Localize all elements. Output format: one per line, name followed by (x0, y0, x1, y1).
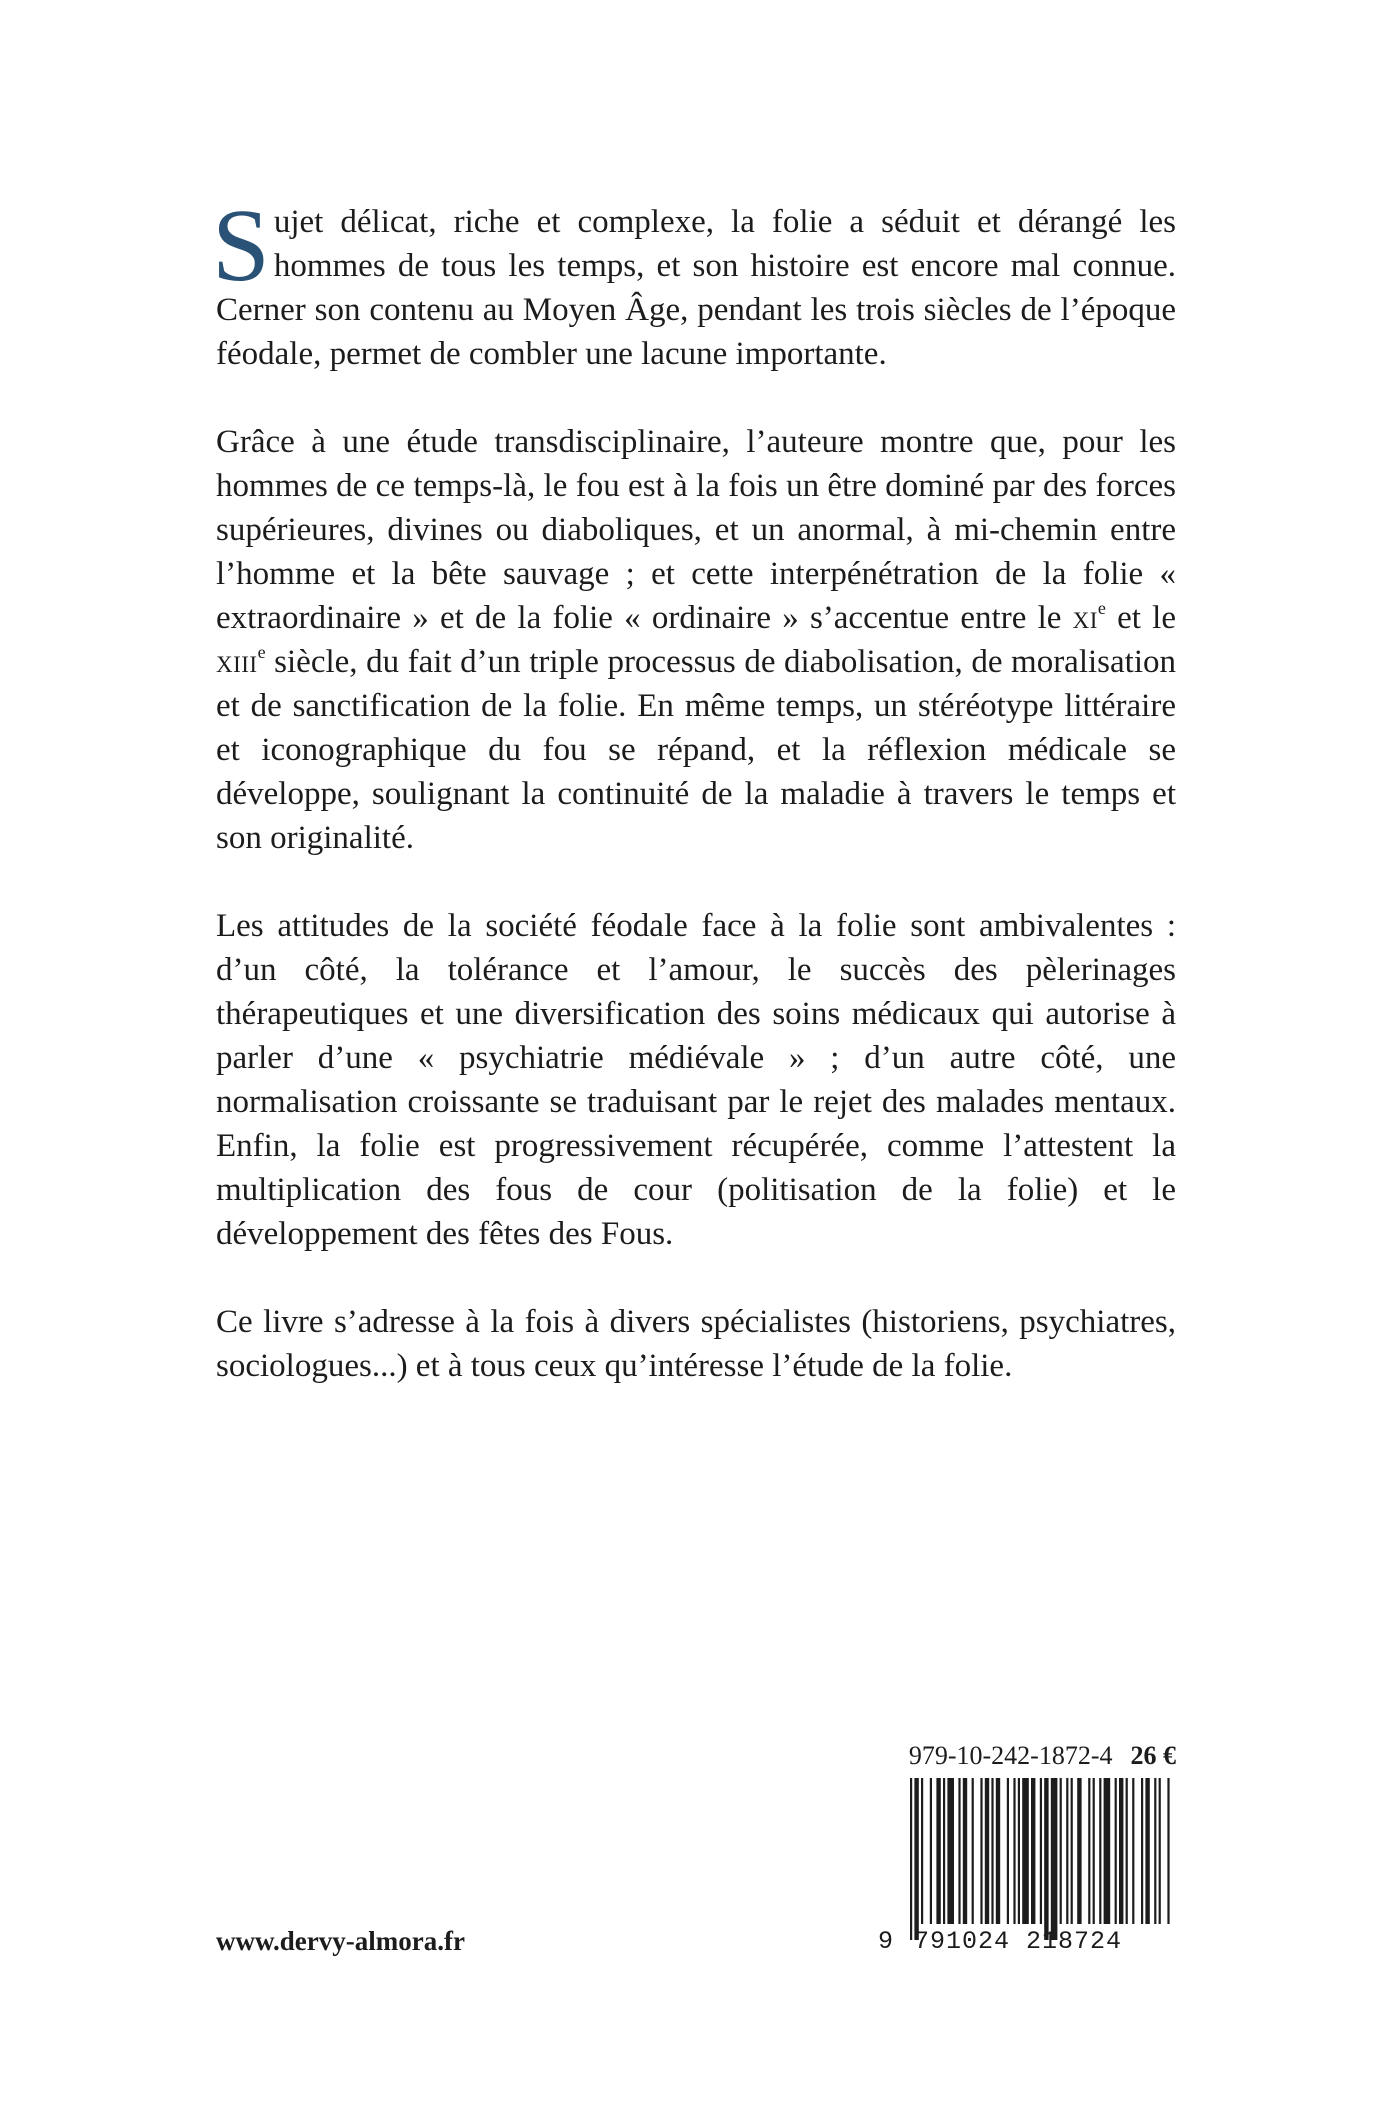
barcode-bar (1040, 1778, 1042, 1924)
paragraph-2-text-a: Grâce à une étude transdisciplinaire, l’auteure montre que, pour les hommes de ce temps-là, le fou est à la fois un être dominé par des forces supérieures, divines ou diaboliques, et un anormal, à mi-chemin entre l’homme et la bête sauvage ; et cette interpénétration de la folie « extraordinaire » et de la folie « ordinaire » s’accentue entre le (216, 424, 1176, 636)
century-xi-suffix: e (1097, 598, 1106, 618)
paragraph-1-text: ujet délicat, riche et complexe, la folie a séduit et dérangé les hommes de tous les temps, et son histoire est encore mal connue. Cerner son contenu au Moyen Âge, pendant les trois siècles de l’époque féodale, permet de combler une lacune importante. (216, 204, 1176, 372)
barcode-bar (1115, 1778, 1117, 1924)
barcode-bar (1167, 1778, 1169, 1924)
barcode-bar (1013, 1778, 1015, 1924)
barcode-lead-digit: 9 (878, 1927, 895, 1956)
barcode-bar (1141, 1778, 1143, 1924)
barcode-bar (1099, 1778, 1101, 1924)
publisher-website: www.dervy-almora.fr (216, 1926, 465, 1956)
barcode-bar (1051, 1778, 1058, 1940)
barcode-bar (1154, 1778, 1156, 1924)
barcode-bar (947, 1778, 954, 1924)
paragraph-2 (216, 420, 1176, 860)
barcode-bar (991, 1778, 993, 1924)
paragraph-2-text-b: siècle, du fait d’un triple processus de diabolisation, de moralisation et de sanctification de la folie. En même temps, un stéréotype littéraire et iconographique du fou se répand, et la réflexion médicale se développe, soulignant la continuité de la maladie à travers le temps et son originalité. (216, 644, 1176, 856)
barcode-bar (930, 1778, 932, 1924)
barcode-bar (963, 1778, 967, 1924)
barcode-bar (1060, 1778, 1062, 1924)
barcode-bar (1018, 1778, 1020, 1924)
barcode-bar (996, 1778, 1000, 1924)
paragraph-4: Ce livre s’adresse à la fois à divers spécialistes (historiens, psychiatres, sociologues...) et à tous ceux qu’intéresse l’étude de la folie. (216, 1304, 1176, 1384)
barcode-bar (910, 1778, 912, 1940)
barcode-bar (936, 1778, 940, 1924)
barcode-bar (914, 1778, 918, 1940)
barcode-bar (1022, 1778, 1029, 1924)
barcode-bar (1159, 1778, 1161, 1924)
century-xiii-suffix: e (257, 642, 266, 662)
price: 26 € (1130, 1741, 1176, 1770)
barcode-bar (1132, 1778, 1134, 1924)
paragraph-2-text-mid: et le (1105, 600, 1176, 636)
barcode-bar (1077, 1778, 1081, 1924)
barcode-bar (1031, 1778, 1035, 1924)
barcode-bar (943, 1778, 945, 1924)
barcode-bar (958, 1778, 960, 1924)
century-xiii: xiii (216, 644, 258, 680)
paragraph-3: Les attitudes de la société féodale face à la folie sont ambivalentes : d’un côté, la tolérance et l’amour, le succès des pèlerinages thérapeutiques et une diversification des soins médicaux qui autorise à parler d’une « psychiatrie médiévale » ; d’un autre côté, une normalisation croissante se traduisant par le rejet des malades mentaux. Enfin, la folie est progressivement récupérée, comme l’attestent la multiplication des fous de cour (politisation de la folie) et le développement des fêtes des Fous. (216, 908, 1176, 1252)
barcode-bar (921, 1778, 923, 1924)
isbn-price-line (820, 1740, 1176, 1772)
barcode-digits (876, 1926, 1176, 1958)
barcode-bar (1088, 1778, 1090, 1924)
drop-cap-letter: S (212, 188, 270, 303)
blurb-text (212, 188, 1176, 1432)
barcode-bar (972, 1778, 974, 1924)
barcode-bar (1104, 1778, 1111, 1924)
barcode-bar (1119, 1778, 1123, 1924)
barcode-bar (1066, 1778, 1068, 1924)
barcode-bar (1093, 1778, 1095, 1924)
barcode-bar (980, 1778, 982, 1924)
barcode-bar (1044, 1778, 1048, 1940)
paragraph-1 (212, 188, 1176, 376)
barcode-bar (1126, 1778, 1128, 1924)
barcode (876, 1778, 1176, 1958)
barcode-bar (1145, 1778, 1149, 1924)
barcode-body-digits: 791024 218724 (914, 1927, 1123, 1956)
barcode-bar (1007, 1778, 1009, 1924)
barcode-bar (1071, 1778, 1073, 1924)
isbn-number: 979-10-242-1872-4 (908, 1741, 1113, 1770)
century-xi: xi (1072, 600, 1098, 636)
barcode-bar (985, 1778, 989, 1924)
